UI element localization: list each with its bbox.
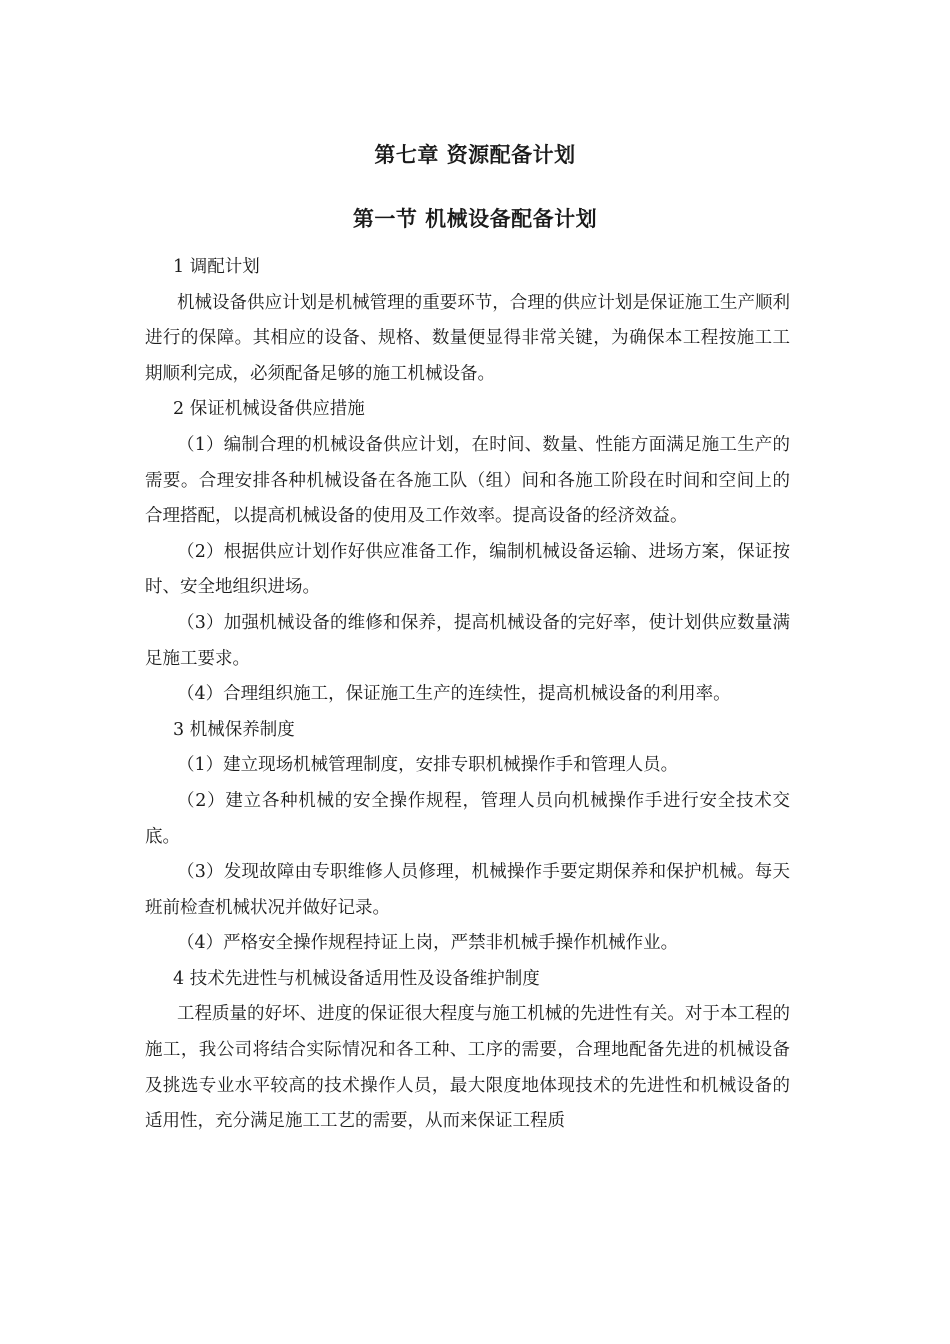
paragraph: 工程质量的好坏、进度的保证很大程度与施工机械的先进性有关。对于本工程的施工，我公司将结合实际情况和各工种、工序的需要，合理地配备先进的机械设备及挑选专业水平较高的技术操作人员，最大限度地体现技术的先进性和机械设备的适用性，充分满足施工工艺的需要，从而来保证工程质 bbox=[145, 1004, 790, 1132]
subheading-dispatch-plan: 1 调配计划 bbox=[173, 257, 260, 277]
subheading-maintenance-system: 3 机械保养制度 bbox=[173, 719, 295, 740]
subheading-supply-measures: 2 保证机械设备供应措施 bbox=[173, 399, 365, 420]
list-item: （3）加强机械设备的维修和保养，提高机械设备的完好率，使计划供应数量满足施工要求。 bbox=[145, 612, 790, 669]
list-item: （1）建立现场机械管理制度，安排专职机械操作手和管理人员。 bbox=[177, 755, 679, 776]
list-item: （4）合理组织施工，保证施工生产的连续性，提高机械设备的利用率。 bbox=[177, 684, 731, 705]
list-item: （1）编制合理的机械设备供应计划，在时间、数量、性能方面满足施工生产的需要。合理安排各种机械设备在各施工队（组）间和各施工阶段在时间和空间上的合理搭配，以提高机械设备的使用及工作效率。提高设备的经济效益。 bbox=[145, 434, 790, 527]
section-title: 第一节 机械设备配备计划 bbox=[352, 207, 598, 231]
list-item: （3）发现故障由专职维修人员修理，机械操作手要定期保养和保护机械。每天班前检查机械状况并做好记录。 bbox=[145, 862, 790, 918]
list-item: （2）根据供应计划作好供应准备工作，编制机械设备运输、进场方案，保证按时、安全地组织进场。 bbox=[145, 541, 790, 598]
paragraph: 机械设备供应计划是机械管理的重要环节，合理的供应计划是保证施工生产顺利进行的保障。其相应的设备、规格、数量便显得非常关键，为确保本工程按施工工期顺利完成，必须配备足够的施工机械设备。 bbox=[145, 292, 790, 384]
list-item: （4）严格安全操作规程持证上岗，严禁非机械手操作机械作业。 bbox=[177, 933, 679, 954]
document-body bbox=[145, 250, 790, 1140]
list-item: （2）建立各种机械的安全操作规程，管理人员向机械操作手进行安全技术交底。 bbox=[145, 790, 790, 847]
chapter-title: 第七章 资源配备计划 bbox=[374, 143, 576, 167]
subheading-technology: 4 技术先进性与机械设备适用性及设备维护制度 bbox=[173, 968, 540, 989]
